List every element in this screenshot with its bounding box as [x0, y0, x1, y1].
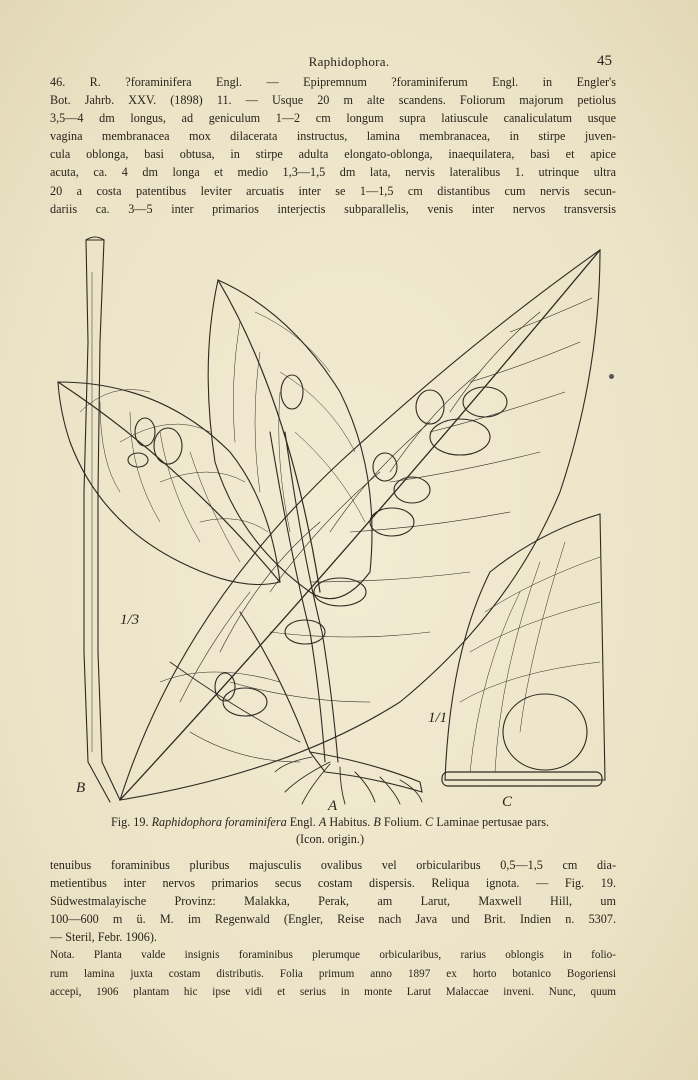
- upper-middle-leaf: [208, 280, 372, 599]
- page-number: 45: [597, 53, 612, 69]
- running-head: Raphidophora.: [308, 54, 390, 69]
- text-line: 20 a costa patentibus leviter arcuatis inter se 1—1,5 cm distantibus cum nervis secun-: [50, 183, 616, 198]
- text-line: accepi, 1906 plantam hic ipse vidi et serius in monte Larut Malaccae inveni. Nunc, quum: [50, 985, 616, 998]
- text-line: Nota. Planta valde insignis foraminibus plerumque orbicularibus, rarius oblongis in folio-: [50, 949, 616, 962]
- caption-species: Raphidophora foraminifera: [151, 815, 287, 829]
- scale-label-c: 1/1: [428, 710, 448, 726]
- caption-c-text: Laminae pertusae pars.: [436, 815, 550, 829]
- text-line: vagina membranacea mox dilacerata instructus, lamina membranacea, in stirpe juven-: [50, 129, 616, 144]
- caption-fig-number: Fig. 19.: [110, 815, 149, 829]
- caption-c-letter: C: [425, 815, 434, 829]
- text-line: Bot. Jahrb. XXV. (1898) 11. — Usque 20 m alte scandens. Foliorum majorum petiolus: [50, 93, 616, 108]
- caption-b-letter: B: [373, 815, 381, 829]
- large-leaf-b: [120, 250, 600, 800]
- text-line: 100—600 m ü. M. im Regenwald (Engler, Reise nach Java und Brit. Indien n. 5307.: [50, 912, 616, 927]
- text-line: 46. R. ?foraminifera Engl. — Epipremnum ?foraminiferum Engl. in Engler's: [50, 75, 616, 89]
- figure-label-a: A: [328, 798, 338, 814]
- text-line: metientibus inter nervos primarios secus costam dispersis. Reliqua ignota. — Fig. 19.: [50, 876, 616, 891]
- description-continuation: [50, 856, 616, 1001]
- text-line: cula oblonga, basi obtusa, in stirpe adulta elongato-oblonga, inaequilatera, basi et apice: [50, 147, 616, 162]
- caption-a-letter: A: [318, 815, 327, 829]
- text-line: Südwestmalayische Provinz: Malakka, Perak, am Larut, Maxwell Hill, um: [50, 894, 616, 909]
- botanical-illustration: [40, 232, 630, 812]
- figure-label-b: B: [76, 780, 86, 796]
- text-line: rum lamina juxta costam distributis. Folia primum anno 1897 ex horto botanico Bogoriensi: [50, 967, 616, 980]
- petiole-stalk: [84, 237, 120, 802]
- caption-b-text: Folium.: [383, 815, 423, 829]
- text-line: — Steril, Febr. 1906).: [50, 930, 157, 945]
- habit-stem-roots: [160, 432, 422, 804]
- figure-caption: [40, 814, 620, 848]
- detail-c-leaf-section: [442, 514, 605, 786]
- figure-label-c: C: [502, 794, 513, 810]
- text-line: tenuibus foraminibus pluribus majusculis ovalibus vel orbicularibus 0,5—1,5 cm dia-: [50, 858, 616, 872]
- species-description: [50, 73, 616, 218]
- text-line: dariis ca. 3—5 inter primarios interjectis subparallelis, venis inter nervos transversis: [50, 201, 616, 216]
- plant-drawing: [40, 232, 630, 812]
- caption-a-text: Habitus.: [329, 815, 371, 829]
- caption-author: Engl.: [289, 815, 316, 829]
- left-leaf: [58, 382, 280, 585]
- caption-icon-origin: (Icon. origin.): [295, 832, 365, 846]
- text-line: acuta, ca. 4 dm longa et medio 1,3—1,5 dm lata, nervis lateralibus 1. utrinque ultra: [50, 165, 616, 180]
- text-line: 3,5—4 dm longus, ad geniculum 1—2 cm longum supra latiuscule canaliculatum usque: [50, 111, 616, 126]
- scale-label-b: 1/3: [120, 612, 140, 628]
